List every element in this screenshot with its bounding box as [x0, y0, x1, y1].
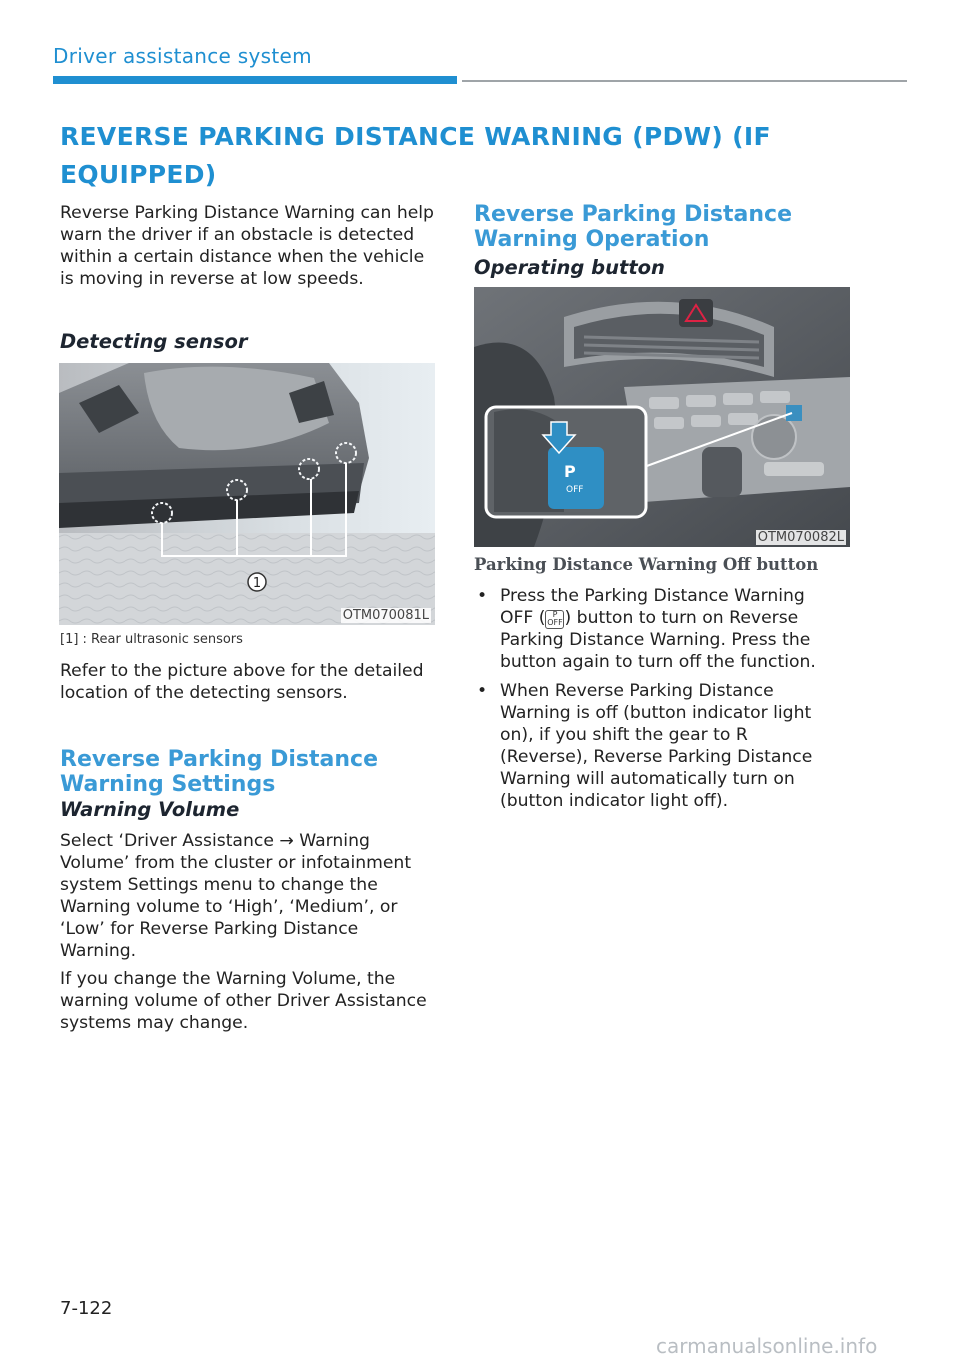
bullet1-text-start: Press the Parking Distance Warning OFF ( [500, 586, 805, 628]
rear-sensor-illustration [59, 363, 435, 625]
button-off-label: OFF [566, 485, 584, 495]
refer-paragraph: Refer to the picture above for the detailed location of the detecting sensors. [60, 661, 424, 703]
image1-legend: [1] : Rear ultrasonic sensors [60, 632, 243, 647]
bullet-turn-on [474, 585, 834, 673]
bullet1-text-end: ) button to turn on Reverse Parking Distance Warning. Press the button again to turn off the function. [500, 608, 816, 672]
image2-code: OTM070082L [757, 530, 844, 545]
section-header: Driver assistance system [53, 44, 312, 68]
operation-bullet-list [474, 585, 834, 819]
detecting-sensor-heading: Detecting sensor [60, 330, 248, 353]
rear-car-image [59, 363, 435, 625]
volume-change-paragraph: If you change the Warning Volume, the warning volume of other Driver Assistance systems may change. [60, 969, 427, 1033]
sensor-callout-number: 1 [252, 576, 262, 591]
image1-code: OTM070081L [342, 608, 429, 623]
operating-button-heading: Operating button [474, 256, 665, 279]
svg-text:P: P [564, 462, 576, 481]
operation-heading: Reverse Parking Distance Warning Operation [474, 202, 793, 252]
volume-paragraph: Select ‘Driver Assistance → Warning Volume’ from the cluster or infotainment system Settings menu to change the Warning volume to ‘High’, ‘Medium’, or ‘Low’ for Reverse Parking Distance Warning. [60, 831, 412, 961]
header-accent-bar [53, 76, 457, 84]
watermark: carmanualsonline.info [656, 1334, 878, 1358]
dashboard-button-illustration [474, 287, 850, 547]
intro-paragraph: Reverse Parking Distance Warning can help warn the driver if an obstacle is detected within a certain distance when the vehicle is moving in reverse at low speeds. [60, 203, 434, 289]
page-title: REVERSE PARKING DISTANCE WARNING (PDW) (IF EQUIPPED) [60, 122, 771, 189]
dashboard-image [474, 287, 850, 547]
header-rule [462, 80, 907, 82]
warning-volume-heading: Warning Volume [60, 798, 240, 821]
image2-caption: Parking Distance Warning Off button [474, 555, 819, 574]
bullet-auto-on: • When Reverse Parking Distance Warning is off (button indicator light on), if you shift the gear to R (Reverse), Reverse Parking Distance Warning will automatically turn on (button indicator light off). [474, 680, 834, 812]
settings-heading: Reverse Parking Distance Warning Settings [60, 747, 379, 797]
pdw-off-icon: P OFF [547, 610, 563, 627]
page-number: 7-122 [60, 1298, 113, 1319]
